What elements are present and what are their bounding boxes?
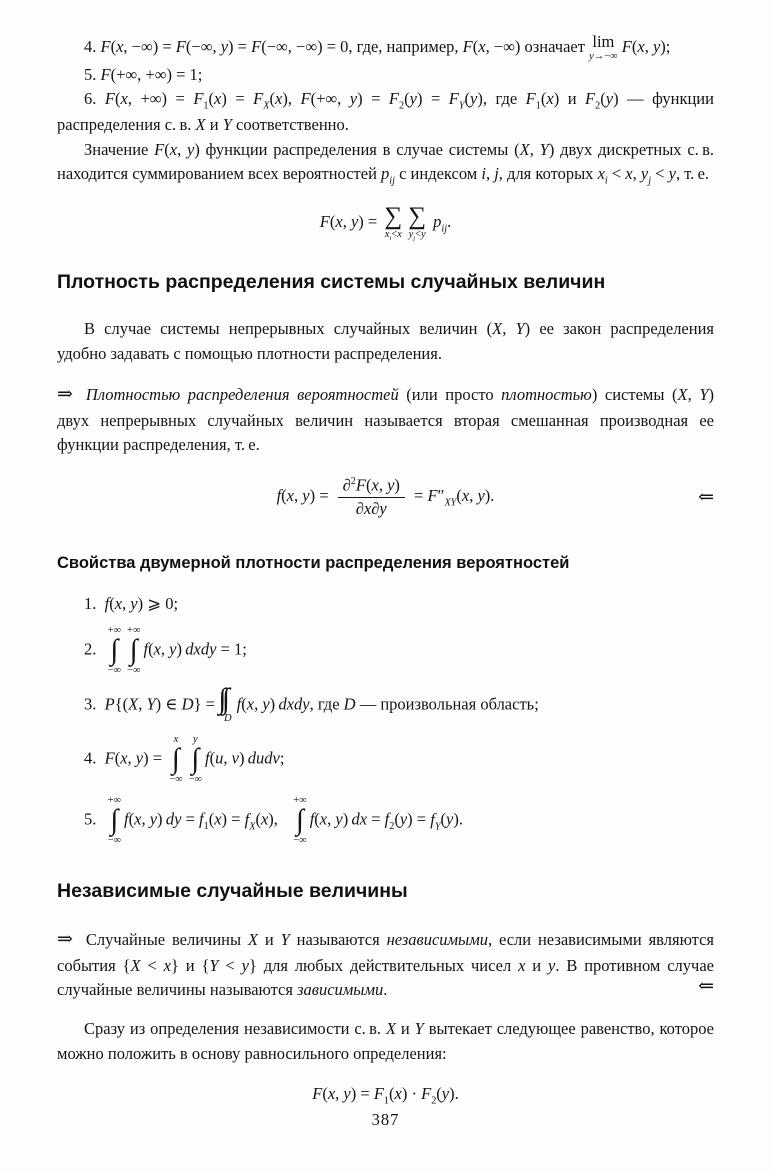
product-formula: F(x, $y) = F_1(x) \cdot F_2(y)$. [312, 1084, 459, 1107]
density-section [57, 268, 714, 519]
page-number: 387 [371, 1109, 400, 1129]
subheading-density-properties: Свойства двумерной плотности распределения вероятностей [57, 554, 570, 573]
density-formula [57, 476, 714, 519]
density-property-5: 5. +∞ ∫ −∞ f(x, y) dy = $f_1(x) = f_X(x)$, +∞ ∫ −∞ f(x, y) dx = $f_2(y) = f_Y(y)$. [84, 795, 463, 846]
list-item-6: 6. F(x, +∞) = $F_1(x) = F_X(x)$, F(+∞, $y) = F_2(y) = F_Y(y)$, где $F_1(x)$ и $F_2(y)$ — функции распределения с. в. X и Y соответственно. [57, 88, 714, 135]
definition-begin-icon: ⇒ [57, 383, 73, 405]
list-item-4: 4. F(x, −∞) = F(−∞, y) = F(−∞, −∞) = 0, где, например, F(x, −∞) означает lim y→−∞ F(x, y); [84, 32, 671, 62]
discrete-case-paragraph: Значение F(x, y) функции распределения в случае системы (X, Y) двух дискретных с. в. находится суммированием всех вероятностей $p_{ij}$ с индексом i, j, для которых $x_i < x$, $y_j < y$, т. е. [57, 139, 714, 187]
definition-begin-icon: ⇒ [57, 928, 73, 950]
density-property-1: 1. f(x, y) ⩾ 0; [84, 593, 179, 613]
definition-end-icon: ⇐ [698, 976, 714, 998]
density-formula-math: f(x, y) = $\frac{\partial^2F(x, y)}{\partial x\partial y}$ = $F''_{XY}(x$, y). [276, 475, 495, 519]
independence-definition-text: Случайные величины X и Y называются независимыми, если независимыми являются события {X < x} и {Y < y} для любых действительных чисел x и y. В противном случае случайные величины называются зависимыми. [57, 929, 715, 1000]
section-heading-density: Плотность распределения системы случайных величин [57, 271, 606, 294]
list-item-5: 5. F(+∞, +∞) = 1; [84, 64, 203, 84]
density-property-3: 3. P{(X, Y) ∈ D} = D f(x, y) dxdy, где D — произвольная область; [84, 694, 539, 725]
section-heading-independence: Независимые случайные величины [57, 879, 408, 902]
density-definition-text: Плотностью распределения вероятностей (или просто плотностью) системы (X, Y) двух непрерывных случайных величин называется вторая смешанная производная ее функции распределения, т. е. [57, 384, 715, 455]
definition-end-icon: ⇐ [698, 486, 714, 508]
properties-section [57, 551, 714, 846]
independence-definition [57, 926, 714, 1003]
double-sum-formula: F(x, y) = ∑ $x_i<x$ ∑ $y_j<y$ $p_{ij}$. [319, 202, 452, 242]
density-property-4: 4. F(x, y) = x ∫ −∞ y ∫ −∞ f(u, v) dudv; [84, 734, 285, 785]
independence-consequence-paragraph: Сразу из определения независимости с. в. X и Y вытекает следующее равенство, которое можно положить в основу равносильного определения: [57, 1019, 714, 1063]
density-property-2: 2. +∞ ∫ −∞ +∞ ∫ −∞ f(x, y) dxdy = 1; [84, 625, 247, 676]
density-intro-paragraph: В случае системы непрерывных случайных величин (X, Y) ее закон распределения удобно задавать с помощью плотности распределения. [57, 319, 715, 363]
density-definition [57, 381, 714, 458]
independence-section [57, 877, 714, 1109]
cdf-properties-continued [57, 34, 714, 242]
